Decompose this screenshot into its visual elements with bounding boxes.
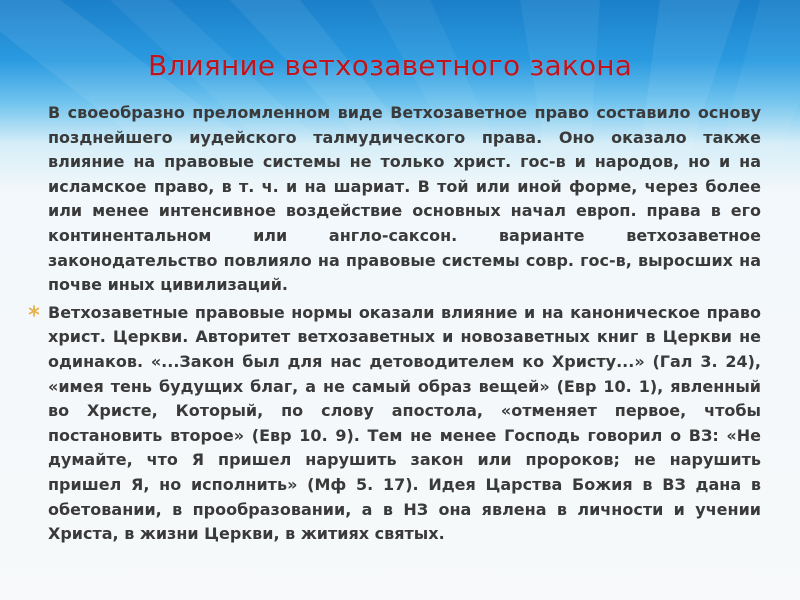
paragraph-2 bbox=[28, 301, 761, 547]
paragraph-1-text: В своеобразно преломленном виде Ветхозаветное право составило основу позднейшего иудейского талмудического права. Оно оказало также влияние на правовые системы не только христ. гос-в и народов, но и на исламское право, в т. ч. и на шариат. В той или иной форме, через более или менее интенсивное воздействие основных начал европ. права в его континентальном или англо-саксон. варианте ветхозаветное законодательство повлияло на правовые системы совр. гос-в, выросших на почве иных цивилизаций. bbox=[48, 103, 761, 295]
slide-content bbox=[28, 101, 761, 547]
paragraph-1 bbox=[28, 101, 761, 298]
asterisk-bullet-icon bbox=[28, 301, 42, 325]
paragraph-2-text: Ветхозаветные правовые нормы оказали влияние и на каноническое право христ. Церкви. Авторитет ветхозаветных и новозаветных книг в Церкви не одинаков. «...Закон был для нас детоводителем ко Христу...» (Гал 3. 24), «имея тень будущих благ, а не самый образ вещей» (Евр 10. 1), явленный во Христе, Который, по слову апостола, «отменяет первое, чтобы постановить второе» (Евр 10. 9). Тем не менее Господь говорил о ВЗ: «Не думайте, что Я пришел нарушить закон или пророков; не нарушить пришел Я, но исполнить» (Мф 5. 17). Идея Царства Божия в ВЗ дана в обетовании, в прообразовании, а в НЗ она явлена в личности и учении Христа, в жизни Церкви, в житиях святых. bbox=[48, 302, 761, 544]
slide-title: Влияние ветхозаветного закона bbox=[148, 49, 633, 82]
